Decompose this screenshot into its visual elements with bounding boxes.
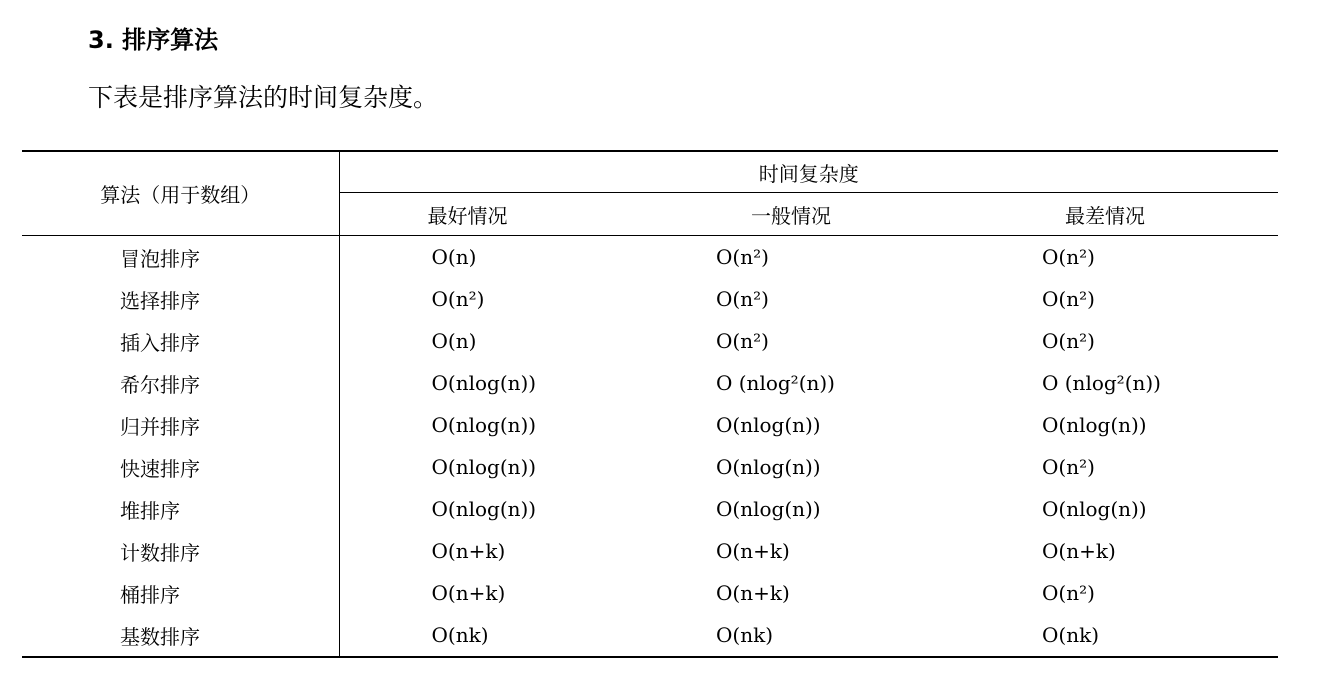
- average-case-cell: O(nlog(n)): [716, 497, 821, 521]
- algorithm-name: 选择排序: [22, 278, 339, 320]
- section-heading: 3. 排序算法: [88, 26, 219, 54]
- header-row-1: [22, 151, 1278, 193]
- worst-case-cell: O(n²): [1042, 581, 1095, 605]
- worst-case-cell: O(n+k): [1042, 539, 1116, 563]
- average-case-cell: O(n²): [716, 245, 769, 269]
- best-case-cell: O(n): [431, 245, 477, 269]
- best-case-cell: O(nlog(n)): [431, 497, 537, 521]
- algorithm-name: 冒泡排序: [22, 236, 339, 279]
- table-row: [22, 614, 1278, 657]
- worst-case-cell: O(n²): [1042, 329, 1095, 353]
- time-complexity-header: 时间复杂度: [339, 151, 1278, 193]
- table-row: [22, 446, 1278, 488]
- best-case-cell: O(nlog(n)): [431, 455, 537, 479]
- average-case-cell: O (nlog²(n)): [716, 371, 835, 395]
- worst-case-cell: O (nlog²(n)): [1042, 371, 1161, 395]
- average-case-cell: O(n+k): [716, 539, 790, 563]
- best-case-header: 最好情况: [339, 193, 629, 236]
- algorithm-name: 希尔排序: [22, 362, 339, 404]
- table-row: [22, 362, 1278, 404]
- algorithm-name: 基数排序: [22, 614, 339, 657]
- worst-case-header: 最差情况: [951, 193, 1278, 236]
- average-case-header: 一般情况: [629, 193, 951, 236]
- average-case-cell: O(nk): [629, 614, 951, 657]
- best-case-cell: O(n): [431, 329, 477, 353]
- worst-case-cell: O(nlog(n)): [1042, 497, 1147, 521]
- table-row: [22, 320, 1278, 362]
- complexity-table: [22, 150, 1278, 658]
- worst-case-cell: O(n²): [1042, 245, 1095, 269]
- algorithm-name: 计数排序: [22, 530, 339, 572]
- worst-case-cell: O(n²): [1042, 455, 1095, 479]
- algorithm-name: 归并排序: [22, 404, 339, 446]
- best-case-cell: O(n+k): [431, 581, 506, 605]
- algorithm-name: 桶排序: [22, 572, 339, 614]
- worst-case-cell: O(nlog(n)): [1042, 413, 1147, 437]
- average-case-cell: O(n+k): [716, 581, 790, 605]
- table-row: [22, 404, 1278, 446]
- table-row: [22, 278, 1278, 320]
- algorithm-name: 快速排序: [22, 446, 339, 488]
- average-case-cell: O(n²): [716, 329, 769, 353]
- table-row: [22, 572, 1278, 614]
- algorithm-column-header: 算法（用于数组）: [22, 151, 339, 236]
- average-case-cell: O(nlog(n)): [716, 455, 821, 479]
- table-row: [22, 236, 1278, 279]
- best-case-cell: O(nlog(n)): [431, 371, 537, 395]
- algorithm-name: 堆排序: [22, 488, 339, 530]
- best-case-cell: O(n²): [431, 287, 485, 311]
- worst-case-cell: O(nk): [951, 614, 1278, 657]
- best-case-cell: O(nlog(n)): [431, 413, 537, 437]
- best-case-cell: O(n+k): [431, 539, 506, 563]
- best-case-cell: O(nk): [339, 614, 629, 657]
- worst-case-cell: O(n²): [1042, 287, 1095, 311]
- average-case-cell: O(nlog(n)): [716, 413, 821, 437]
- table-row: [22, 488, 1278, 530]
- table-row: [22, 530, 1278, 572]
- algorithm-name: 插入排序: [22, 320, 339, 362]
- intro-paragraph: 下表是排序算法的时间复杂度。: [88, 83, 439, 112]
- average-case-cell: O(n²): [716, 287, 769, 311]
